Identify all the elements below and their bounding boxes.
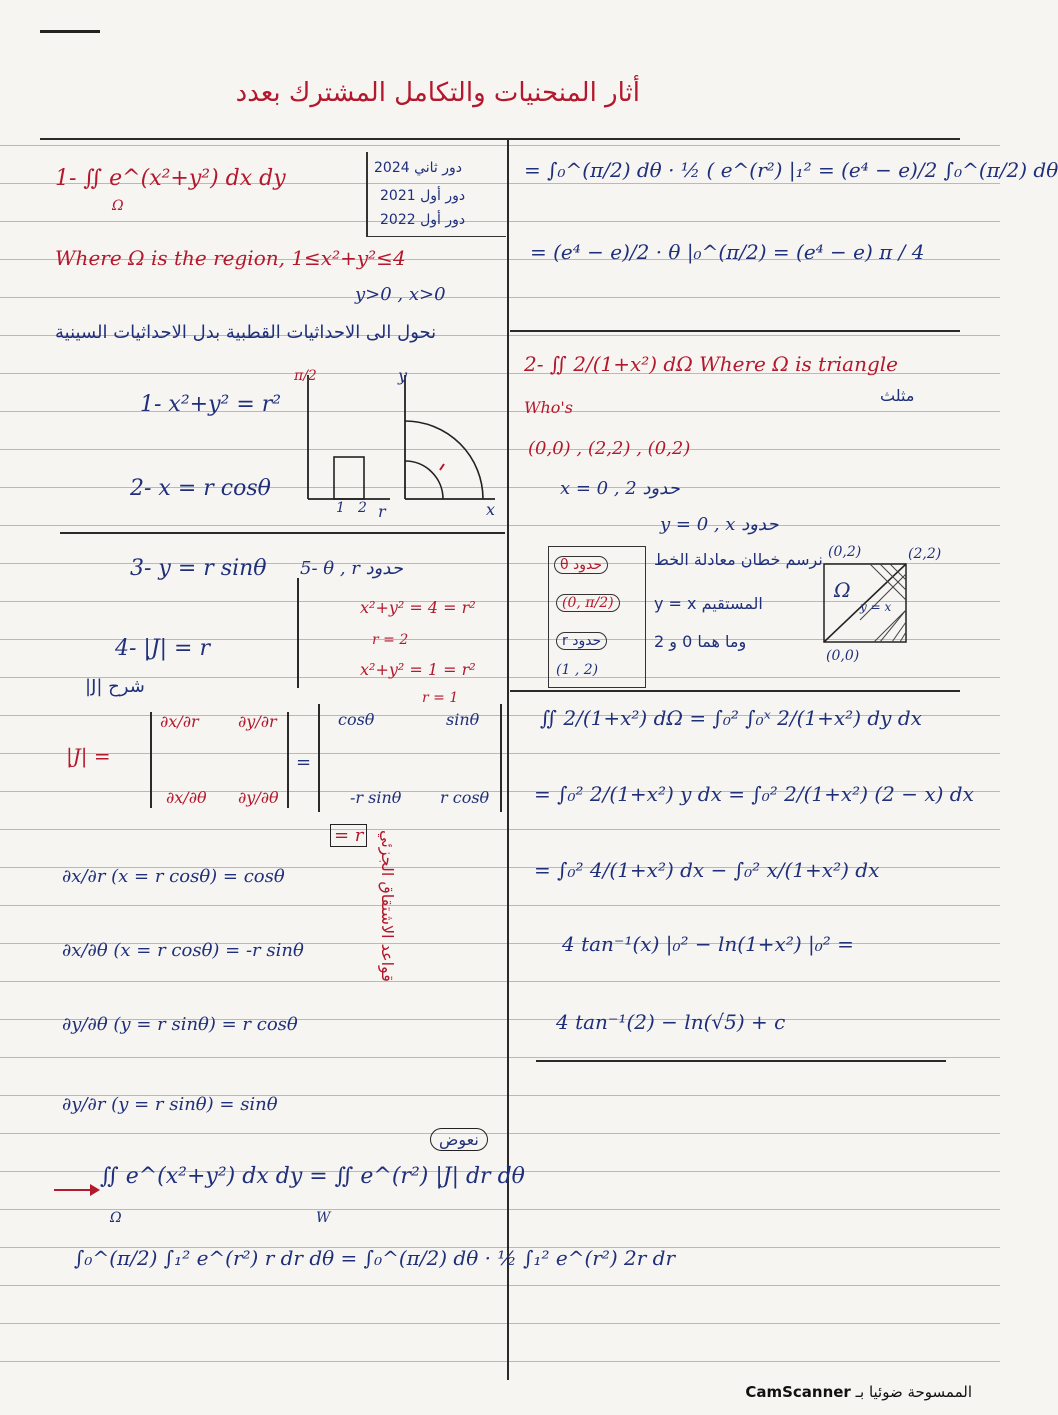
divider-a [60, 532, 505, 534]
jacobian-r21: -r sinθ [350, 788, 402, 807]
step-5: 5- θ , r حدود [300, 558, 403, 579]
exam-year-3: دور أول 2022 [380, 212, 466, 228]
bubble-1: حدود θ [554, 556, 608, 574]
step-1: 1- x²+y² = r² [140, 392, 282, 417]
jacobian-m21: ∂x/∂θ [166, 788, 207, 807]
bubble-2: (0, π/2) [556, 594, 620, 612]
triangle-region: Ω [834, 578, 851, 602]
limits-y: y = 0 , x حدود [660, 514, 779, 535]
problem2: 2- ∬ 2/(1+x²) dΩ Where Ω is triangle [524, 352, 898, 376]
exam-year-2: دور أول 2021 [380, 188, 466, 204]
instruction: نحول الى الاحداثيات القطبية بدل الاحداثيات السينية [55, 322, 437, 343]
solution-3: = ∫₀² 4/(1+x²) dx − ∫₀² x/(1+x²) dx [534, 858, 880, 882]
final-line: ∫₀^(π/2) ∫₁² e^(r²) r dr dθ = ∫₀^(π/2) dθ · ½ ∫₁² e^(r²) 2r dr [74, 1246, 676, 1270]
ruled-line [0, 829, 1000, 830]
footer-prefix: الممسوحة ضوئيا بـ [855, 1383, 972, 1401]
ruled-line [0, 145, 1000, 146]
side-note: قواعد الاشتقاق الجزئي [378, 830, 397, 982]
derivative-3: ∂y/∂θ (y = r sinθ) = r cosθ [62, 1014, 298, 1035]
jacobian-bar-left [150, 712, 152, 808]
triangle-tl: (0,2) [828, 544, 862, 560]
scanner-watermark [745, 1383, 972, 1401]
vertices-label: Who's [524, 398, 573, 417]
step-2: 2- x = r cosθ [130, 476, 271, 501]
jacobian-label: شرح |J| [85, 676, 145, 697]
jacobian-r11: cosθ [338, 710, 375, 729]
page-title: أثار المنحنيات والتكامل المشترك بعدد [235, 78, 640, 108]
ruled-line [0, 905, 1000, 906]
ruled-line [0, 677, 1000, 678]
triangle-line: y = x [860, 600, 892, 614]
ruled-line [0, 1057, 1000, 1058]
triangle-tr: (2,2) [908, 546, 942, 562]
divider-right-2 [510, 690, 960, 692]
triangle-bl: (0,0) [826, 648, 860, 664]
note-line-3: وما هما 0 و 2 [654, 632, 747, 651]
step-5c: x²+y² = 1 = r² [360, 660, 476, 679]
jacobian-result: = r [330, 824, 367, 847]
note-line-1: نرسم خطان معادلة الخط [654, 550, 823, 569]
ruled-line [0, 1323, 1000, 1324]
sketch-x-label: x [486, 500, 496, 519]
jacobian-lhs: |J| = [66, 744, 111, 768]
ruled-line [0, 1133, 1000, 1134]
sketch-x-tick-2: 2 [358, 500, 367, 516]
sketch-x-tick-r: r [378, 502, 386, 521]
step-5a: x²+y² = 4 = r² [360, 598, 476, 617]
substitute-bubble: نعوض [430, 1128, 488, 1151]
jacobian-equals: = [296, 752, 312, 773]
sketch-y-label: y [398, 366, 408, 385]
jacobian-m11: ∂x/∂r [160, 712, 199, 731]
exam-year-1: دور ثاني 2024 [374, 160, 463, 176]
jacobian-m12: ∂y/∂r [238, 712, 277, 731]
column-divider [507, 140, 509, 1380]
ruled-line [0, 1285, 1000, 1286]
derivative-4: ∂y/∂r (y = r sinθ) = sinθ [62, 1094, 278, 1115]
region-line-2: y>0 , x>0 [355, 284, 446, 305]
sketch-y-tick: π/2 [294, 368, 317, 384]
problem1: 1- ∬ e^(x²+y²) dx dy [55, 166, 286, 191]
step5-divider [297, 578, 299, 688]
footer-brand: CamScanner [745, 1383, 851, 1401]
sketch-x-tick-1: 1 [336, 500, 345, 516]
jacobian-bar-right [287, 712, 289, 808]
jacobian-bar-right-2 [500, 704, 502, 812]
divider-right-3 [536, 1060, 946, 1062]
note-line-2: المستقيم y = x [654, 594, 763, 613]
solution-5: 4 tan⁻¹(2) − ln(√5) + c [556, 1010, 786, 1034]
derivative-2: ∂x/∂θ (x = r cosθ) = -r sinθ [62, 940, 304, 961]
jacobian-m22: ∂y/∂θ [238, 788, 279, 807]
solution-2: = ∫₀² 2/(1+x²) y dx = ∫₀² 2/(1+x²) (2 − x) dx [534, 782, 974, 806]
continuation-1: = ∫₀^(π/2) dθ · ½ ( e^(r²) |₁² = (e⁴ − e)/2 ∫₀^(π/2) dθ [524, 158, 1058, 182]
step-4: 4- |J| = r [115, 636, 211, 661]
problem1-domain: Ω [112, 198, 124, 214]
limits-x: x = 0 , 2 حدود [560, 478, 680, 499]
jacobian-r12: sinθ [446, 710, 480, 729]
jacobian-r22: r cosθ [440, 788, 490, 807]
bubble-3: حدود r [556, 632, 607, 650]
jacobian-bar-left-2 [318, 704, 320, 812]
problem2-arabic: مثلث [880, 386, 915, 405]
sub-domain-2: W [316, 1210, 331, 1226]
vertices: (0,0) , (2,2) , (0,2) [528, 438, 691, 459]
polar-sketch [290, 365, 505, 530]
ruled-line [0, 1209, 1000, 1210]
ruled-line [0, 981, 1000, 982]
header-divider [40, 138, 960, 140]
bubble-4: (1 , 2) [556, 662, 599, 678]
solution-4: 4 tan⁻¹(x) |₀² − ln(1+x²) |₀² = [562, 932, 854, 956]
sub-domain-1: Ω [110, 1210, 122, 1226]
step-5b: r = 2 [372, 632, 409, 648]
solution-1: ∬ 2/(1+x²) dΩ = ∫₀² ∫₀ˣ 2/(1+x²) dy dx [540, 706, 922, 730]
step-5d: r = 1 [422, 690, 459, 706]
top-marker [40, 30, 100, 33]
red-arrow-icon [52, 1180, 102, 1200]
substitution-line: ∬ e^(x²+y²) dx dy = ∬ e^(r²) |J| dr dθ [100, 1164, 525, 1189]
ruled-line [0, 297, 1000, 298]
step-3: 3- y = r sinθ [130, 556, 267, 581]
ruled-line [0, 1361, 1000, 1362]
continuation-2: = (e⁴ − e)/2 · θ |₀^(π/2) = (e⁴ − e) π / 4 [530, 240, 925, 264]
region-line: Where Ω is the region, 1≤x²+y²≤4 [55, 246, 406, 270]
divider-right-1 [510, 330, 960, 332]
derivative-1: ∂x/∂r (x = r cosθ) = cosθ [62, 866, 285, 887]
